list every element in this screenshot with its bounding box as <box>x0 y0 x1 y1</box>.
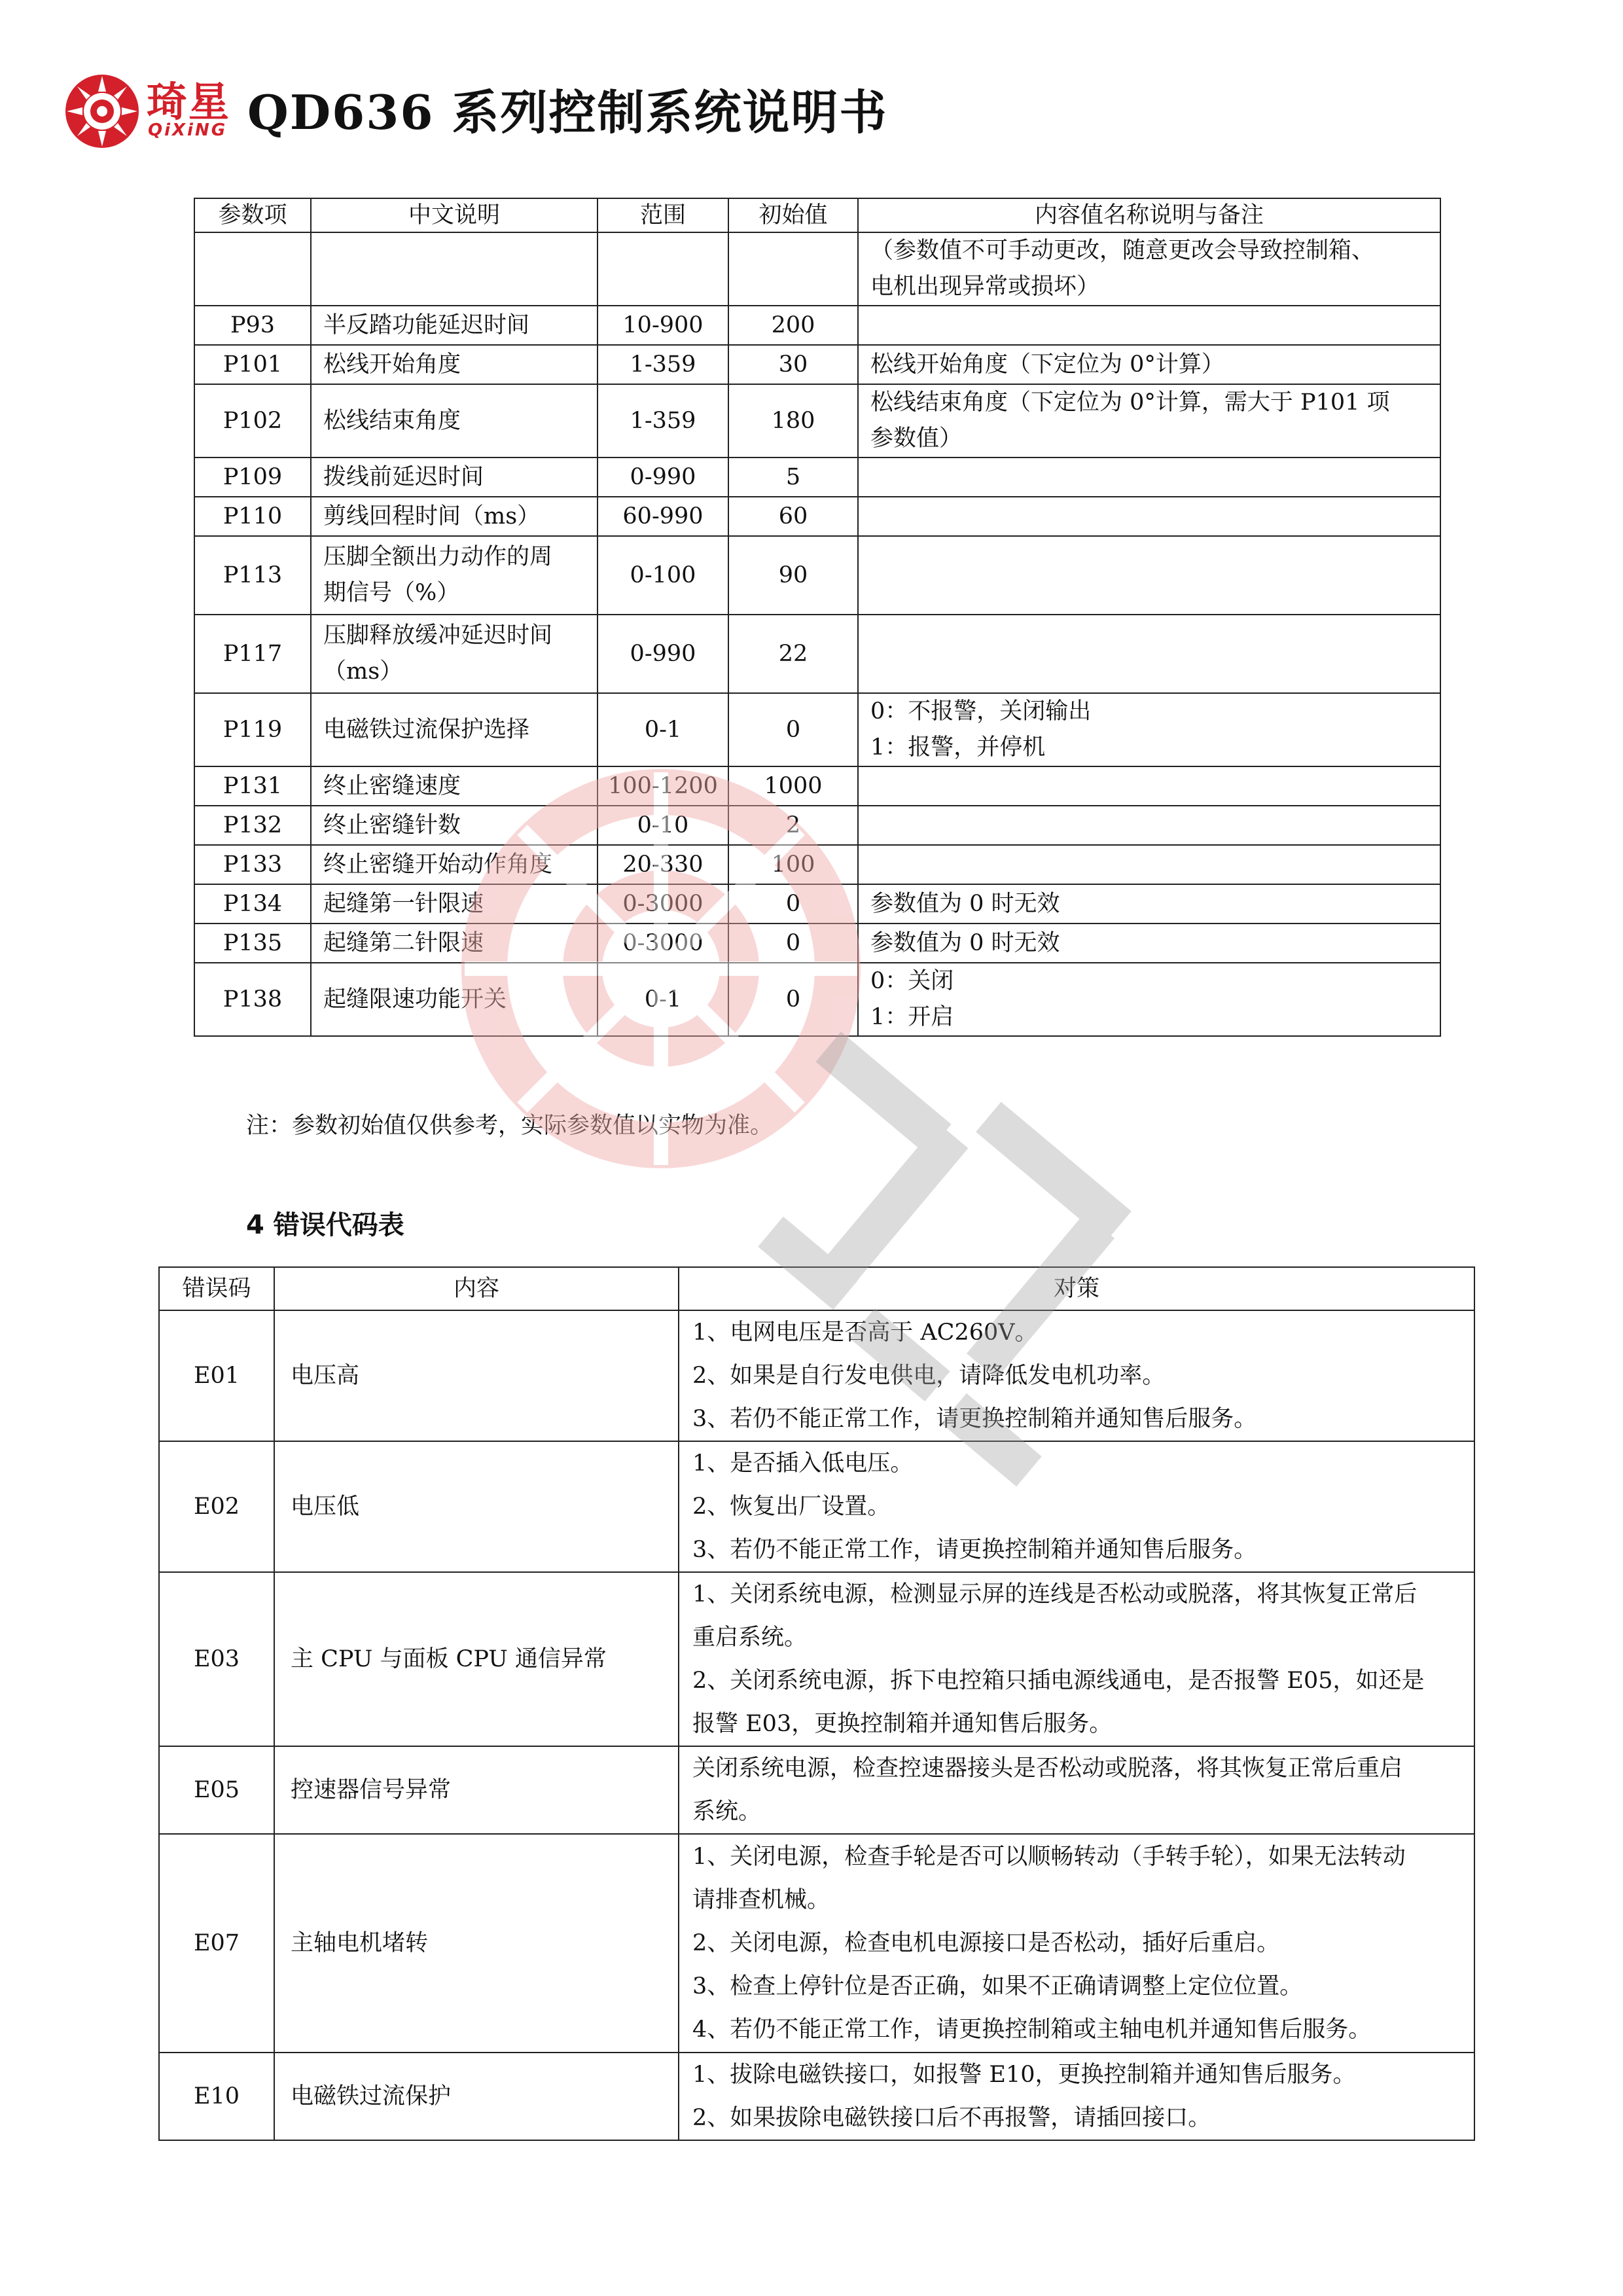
error-remedy <box>679 1834 1474 2053</box>
error-content: 电压高 <box>274 1310 679 1441</box>
parameter-row <box>194 457 1440 497</box>
param-id: P134 <box>194 884 311 924</box>
parameter-row <box>194 232 1440 306</box>
error-row <box>159 2053 1474 2140</box>
param-description: 终止密缝针数 <box>311 806 597 845</box>
param-description-line: 压脚全额出力动作的周 <box>323 544 553 570</box>
error-remedy-line: 关闭系统电源，检查控速器接头是否松动或脱落，将其恢复正常后重启 <box>692 1755 1403 1782</box>
error-remedy-line: 2、如果拔除电磁铁接口后不再报警，请插回接口。 <box>692 2105 1211 2131</box>
param-description: 松线结束角度 <box>311 384 597 457</box>
param-description: 松线开始角度 <box>311 345 597 384</box>
header-range: 范围 <box>597 198 728 232</box>
param-description: 终止密缝开始动作角度 <box>311 845 597 884</box>
error-remedy-line: 2、关闭系统电源，拆下电控箱只插电源线通电，是否报警 E05，如还是 <box>692 1668 1425 1694</box>
parameter-table <box>194 198 1441 1037</box>
param-id: P110 <box>194 497 311 536</box>
param-id: P101 <box>194 345 311 384</box>
parameter-row <box>194 845 1440 884</box>
error-remedy <box>679 1746 1474 1834</box>
param-range: 1-359 <box>597 345 728 384</box>
page-header <box>63 65 1568 157</box>
error-remedy-line: 3、若仍不能正常工作，请更换控制箱并通知售后服务。 <box>692 1406 1257 1432</box>
param-description: 起缝限速功能开关 <box>311 963 597 1036</box>
param-initial-value: 0 <box>728 963 858 1036</box>
error-remedy <box>679 2053 1474 2140</box>
param-notes <box>858 766 1440 806</box>
param-note-line: 1：报警，并停机 <box>870 734 1046 761</box>
error-row <box>159 1834 1474 2053</box>
param-notes <box>858 232 1440 306</box>
error-code: E07 <box>159 1834 274 2053</box>
parameter-row <box>194 615 1440 693</box>
param-range: 0-1 <box>597 693 728 766</box>
error-code: E02 <box>159 1441 274 1572</box>
param-note-line: 电机出现异常或损坏） <box>870 274 1100 300</box>
param-range: 0-10 <box>597 806 728 845</box>
param-id: P93 <box>194 306 311 345</box>
param-description-line: （ms） <box>323 658 403 685</box>
parameter-row <box>194 345 1440 384</box>
param-notes <box>858 536 1440 615</box>
error-remedy-line: 2、恢复出厂设置。 <box>692 1494 891 1520</box>
error-content: 电压低 <box>274 1441 679 1572</box>
param-note-line: 参数值） <box>870 425 963 452</box>
param-range: 10-900 <box>597 306 728 345</box>
error-content: 主轴电机堵转 <box>274 1834 679 2053</box>
param-notes <box>858 693 1440 766</box>
param-initial-value: 100 <box>728 845 858 884</box>
param-description: 拨线前延迟时间 <box>311 457 597 497</box>
error-content: 电磁铁过流保护 <box>274 2053 679 2140</box>
param-description: 起缝第一针限速 <box>311 884 597 924</box>
param-notes <box>858 615 1440 693</box>
error-remedy-line: 重启系统。 <box>692 1624 808 1651</box>
error-code-table <box>158 1266 1475 2141</box>
parameter-row <box>194 924 1440 963</box>
param-description-line: 期信号（%） <box>323 580 460 606</box>
param-description: 电磁铁过流保护选择 <box>311 693 597 766</box>
param-notes <box>858 384 1440 457</box>
error-remedy-line: 2、关闭电源，检查电机电源接口是否松动，插好后重启。 <box>692 1930 1280 1956</box>
param-note-line: 参数值为 0 时无效 <box>870 929 1060 956</box>
header-notes: 内容值名称说明与备注 <box>858 198 1440 232</box>
error-remedy <box>679 1441 1474 1572</box>
param-initial-value: 0 <box>728 924 858 963</box>
param-note-line: （参数值不可手动更改，随意更改会导致控制箱、 <box>870 238 1375 264</box>
param-range <box>597 232 728 306</box>
parameter-table-header <box>194 198 1440 232</box>
param-note-line: 松线开始角度（下定位为 0°计算） <box>870 351 1224 378</box>
param-id: P138 <box>194 963 311 1036</box>
header-param-id: 参数项 <box>194 198 311 232</box>
param-initial-value: 0 <box>728 884 858 924</box>
param-notes <box>858 345 1440 384</box>
param-initial-value: 2 <box>728 806 858 845</box>
param-range: 1-359 <box>597 384 728 457</box>
parameter-row <box>194 806 1440 845</box>
error-row <box>159 1310 1474 1441</box>
error-remedy-line: 1、是否插入低电压。 <box>692 1450 914 1477</box>
error-row <box>159 1572 1474 1746</box>
param-initial-value: 1000 <box>728 766 858 806</box>
param-range: 0-1 <box>597 963 728 1036</box>
error-code: E05 <box>159 1746 274 1834</box>
parameter-row <box>194 884 1440 924</box>
parameter-row <box>194 384 1440 457</box>
param-note-line: 松线结束角度（下定位为 0°计算，需大于 P101 项 <box>870 389 1390 416</box>
param-range: 0-100 <box>597 536 728 615</box>
parameter-row <box>194 693 1440 766</box>
header-initial-value: 初始值 <box>728 198 858 232</box>
param-note-line: 1：开启 <box>870 1004 954 1030</box>
parameter-row <box>194 306 1440 345</box>
table-footnote: 注：参数初始值仅供参考，实际参数值以实物为准。 <box>246 1113 774 1139</box>
param-initial-value: 180 <box>728 384 858 457</box>
param-notes <box>858 497 1440 536</box>
brand-name-cn: 琦星 <box>147 78 231 126</box>
qixing-logo-icon <box>63 72 141 151</box>
header-description: 中文说明 <box>311 198 597 232</box>
error-remedy-line: 请排查机械。 <box>692 1887 830 1913</box>
param-range: 0-990 <box>597 457 728 497</box>
param-range: 60-990 <box>597 497 728 536</box>
error-remedy <box>679 1310 1474 1441</box>
param-initial-value: 30 <box>728 345 858 384</box>
error-remedy <box>679 1572 1474 1746</box>
param-initial-value <box>728 232 858 306</box>
param-description: 起缝第二针限速 <box>311 924 597 963</box>
error-row <box>159 1746 1474 1834</box>
param-range: 20-330 <box>597 845 728 884</box>
param-description: 剪线回程时间（ms） <box>311 497 597 536</box>
param-id: P113 <box>194 536 311 615</box>
param-notes <box>858 457 1440 497</box>
param-range: 100-1200 <box>597 766 728 806</box>
param-description-line: 压脚释放缓冲延迟时间 <box>323 622 553 649</box>
param-initial-value: 22 <box>728 615 858 693</box>
error-row <box>159 1441 1474 1572</box>
header-error-content: 内容 <box>274 1267 679 1310</box>
param-range: 0-990 <box>597 615 728 693</box>
param-note-line: 参数值为 0 时无效 <box>870 890 1060 917</box>
parameter-row <box>194 766 1440 806</box>
param-description: 终止密缝速度 <box>311 766 597 806</box>
parameter-row <box>194 497 1440 536</box>
param-initial-value: 200 <box>728 306 858 345</box>
error-content: 控速器信号异常 <box>274 1746 679 1834</box>
param-notes <box>858 884 1440 924</box>
param-id: P119 <box>194 693 311 766</box>
param-id: P133 <box>194 845 311 884</box>
parameter-row <box>194 536 1440 615</box>
param-id: P102 <box>194 384 311 457</box>
error-remedy-line: 1、关闭电源，检查手轮是否可以顺畅转动（手转手轮），如果无法转动 <box>692 1844 1406 1870</box>
error-code: E10 <box>159 2053 274 2140</box>
document-title: QD636 系列控制系统说明书 <box>247 84 888 140</box>
param-id: P117 <box>194 615 311 693</box>
error-remedy-line: 系统。 <box>692 1799 762 1825</box>
param-notes <box>858 963 1440 1036</box>
error-code: E01 <box>159 1310 274 1441</box>
parameter-row <box>194 963 1440 1036</box>
param-initial-value: 60 <box>728 497 858 536</box>
param-id <box>194 232 311 306</box>
param-description <box>311 232 597 306</box>
error-content: 主 CPU 与面板 CPU 通信异常 <box>274 1572 679 1746</box>
param-range: 0-3000 <box>597 924 728 963</box>
param-id: P135 <box>194 924 311 963</box>
param-initial-value: 90 <box>728 536 858 615</box>
error-code: E03 <box>159 1572 274 1746</box>
header-error-code: 错误码 <box>159 1267 274 1310</box>
error-remedy-line: 3、若仍不能正常工作，请更换控制箱并通知售后服务。 <box>692 1537 1257 1563</box>
param-id: P131 <box>194 766 311 806</box>
param-initial-value: 0 <box>728 693 858 766</box>
param-note-line: 0：关闭 <box>870 968 954 994</box>
section-title: 4 错误代码表 <box>246 1210 404 1240</box>
param-notes <box>858 845 1440 884</box>
param-description: 半反踏功能延迟时间 <box>311 306 597 345</box>
param-notes <box>858 924 1440 963</box>
error-remedy-line: 1、关闭系统电源，检测显示屏的连线是否松动或脱落，将其恢复正常后 <box>692 1581 1418 1607</box>
param-id: P132 <box>194 806 311 845</box>
param-description <box>311 536 597 615</box>
param-id: P109 <box>194 457 311 497</box>
error-remedy-line: 4、若仍不能正常工作，请更换控制箱或主轴电机并通知售后服务。 <box>692 2017 1372 2043</box>
param-notes <box>858 306 1440 345</box>
error-remedy-line: 1、电网电压是否高于 AC260V。 <box>692 1319 1038 1346</box>
brand-name-en: QiXiNG <box>148 120 228 140</box>
param-initial-value: 5 <box>728 457 858 497</box>
param-notes <box>858 806 1440 845</box>
error-remedy-line: 1、拔除电磁铁接口，如报警 E10，更换控制箱并通知售后服务。 <box>692 2062 1356 2088</box>
param-note-line: 0：不报警，关闭输出 <box>870 698 1092 725</box>
error-remedy-line: 2、如果是自行发电供电，请降低发电机功率。 <box>692 1363 1166 1389</box>
error-remedy-line: 3、检查上停针位是否正确，如果不正确请调整上定位位置。 <box>692 1973 1303 2000</box>
param-range: 0-3000 <box>597 884 728 924</box>
error-remedy-line: 报警 E03，更换控制箱并通知售后服务。 <box>692 1711 1113 1737</box>
header-remedy: 对策 <box>679 1267 1474 1310</box>
param-description <box>311 615 597 693</box>
error-table-header <box>159 1267 1474 1310</box>
